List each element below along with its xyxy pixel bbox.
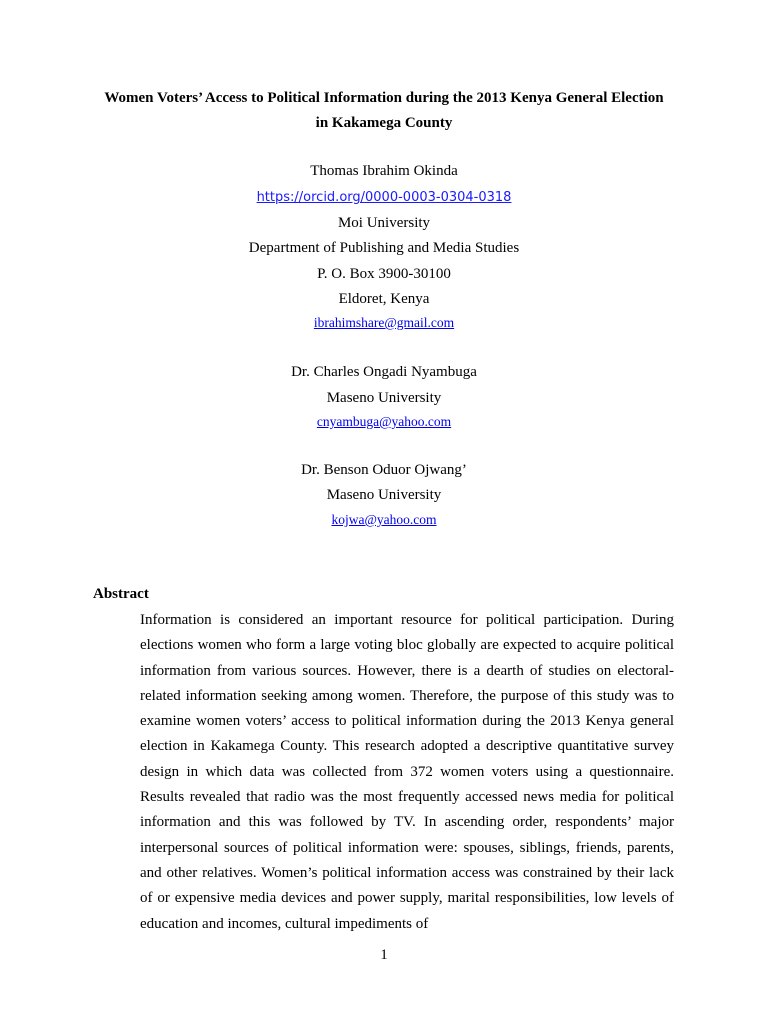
author-1-email-link[interactable]: ibrahimshare@gmail.com — [313, 315, 455, 330]
author-1-institution: Moi University — [337, 215, 431, 231]
paper-title-line-2: in Kakamega County — [315, 115, 453, 131]
author-1-name: Thomas Ibrahim Okinda — [310, 163, 458, 179]
author-1-orcid-line — [0, 187, 768, 208]
author-3-email-link[interactable]: kojwa@yahoo.com — [331, 512, 437, 527]
author-1-postal-box: P. O. Box 3900-30100 — [317, 266, 451, 282]
author-3-name: Dr. Benson Oduor Ojwang’ — [301, 462, 467, 478]
abstract-heading: Abstract — [93, 586, 149, 602]
author-3-email-line — [0, 510, 768, 530]
author-3-institution: Maseno University — [326, 487, 442, 503]
author-1-city: Eldoret, Kenya — [338, 291, 430, 307]
author-1-email-line — [0, 313, 768, 333]
author-1-department: Department of Publishing and Media Studies — [248, 240, 520, 256]
author-2-name: Dr. Charles Ongadi Nyambuga — [291, 364, 477, 380]
paper-title-line-1: Women Voters’ Access to Political Information during the 2013 Kenya General Election — [104, 90, 664, 106]
abstract-body: Information is considered an important resource for political participation. During elections women who form a large voting bloc globally are expected to acquire political information from various sources. However, there is a dearth of studies on electoral-related information seeking among women. Therefore, the purpose of this study was to examine women voters’ access to political information during the 2013 Kenya general election in Kakamega County. This research adopted a descriptive quantitative survey design in which data was collected from 372 women voters using a questionnaire. Results revealed that radio was the most frequently accessed news media for political information and this was followed by TV. In ascending order, respondents’ major interpersonal sources of political information were: spouses, siblings, friends, parents, and other relatives. Women’s political information access was constrained by their lack of or expensive media devices and power supply, marital responsibilities, low levels of education and incomes, cultural impediments of — [140, 612, 674, 932]
author-2-email-link[interactable]: cnyambuga@yahoo.com — [316, 414, 452, 429]
author-2-institution: Maseno University — [326, 390, 442, 406]
author-2-email-line — [0, 412, 768, 432]
author-1-orcid-link[interactable]: https://orcid.org/0000-0003-0304-0318 — [256, 190, 512, 205]
page-number: 1 — [380, 947, 388, 963]
paper-title — [80, 86, 688, 136]
